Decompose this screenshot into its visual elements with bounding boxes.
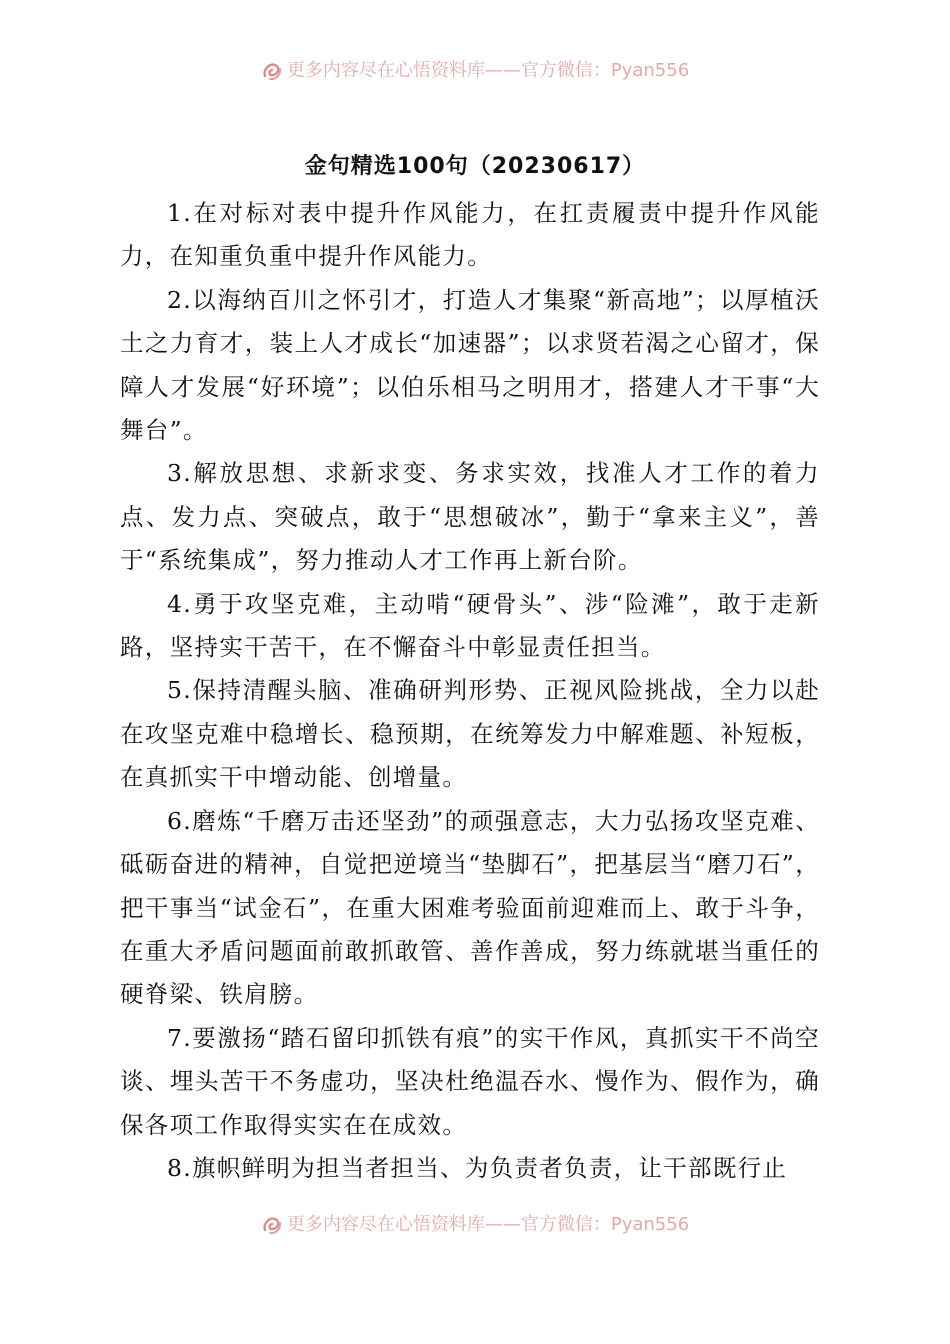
quote-paragraph: 4.勇于攻坚克难，主动啃“硬骨头”、涉“险滩”，敢于走新路，坚持实干苦干，在不懈奋斗中彰显责任担当。 [120,589,820,662]
quote-paragraph: 1.在对标对表中提升作风能力，在扛责履责中提升作风能力，在知重负重中提升作风能力。 [120,199,820,271]
footer-watermark [0,1210,950,1240]
quote-paragraph: 7.要激扬“踏石留印抓铁有痕”的实干作风，真抓实干不尚空谈、埋头苦干不务虚功，坚决杜绝温吞水、慢作为、假作为，确保各项工作取得实实在在成效。 [120,1023,820,1139]
quote-paragraph: 8.旗帜鲜明为担当者担当、为负责者负责，让干部既行止 [167,1153,788,1182]
quote-paragraph: 6.磨炼“千磨万击还坚劲”的顽强意志，大力弘扬攻坚克难、砥砺奋进的精神，自觉把逆境当“垫脚石”，把基层当“磨刀石”，把干事当“试金石”，在重大困难考验面前迎难而上、敢于斗争，在重大矛盾问题面前敢抓敢管、善作善成，努力练就堪当重任的硬脊梁、铁肩膀。 [120,806,820,1009]
quote-paragraph: 3.解放思想、求新求变、务求实效，找准人才工作的着力点、发力点、突破点，敢于“思想破冰”，勤于“拿来主义”，善于“系统集成”，努力推动人才工作再上新台阶。 [120,459,820,575]
swirl-logo-icon [261,60,283,82]
watermark-text: 更多内容尽在心悟资料库——官方微信：Pyan556 [286,1214,690,1235]
swirl-logo-icon [261,1214,283,1236]
watermark-text: 更多内容尽在心悟资料库——官方微信：Pyan556 [286,60,690,81]
quote-paragraph: 2.以海纳百川之怀引才，打造人才集聚“新高地”；以厚植沃土之力育才，装上人才成长“加速器”；以求贤若渴之心留才，保障人才发展“好环境”；以伯乐相马之明用才，搭建人才干事“大舞台”。 [120,285,820,445]
quote-paragraph: 5.保持清醒头脑、准确研判形势、正视风险挑战，全力以赴在攻坚克难中稳增长、稳预期，在统筹发力中解难题、补短板，在真抓实干中增动能、创增量。 [120,676,820,792]
document-body [120,192,820,1190]
header-watermark [0,56,950,86]
document-title: 金句精选100句（20230617） [304,154,646,179]
